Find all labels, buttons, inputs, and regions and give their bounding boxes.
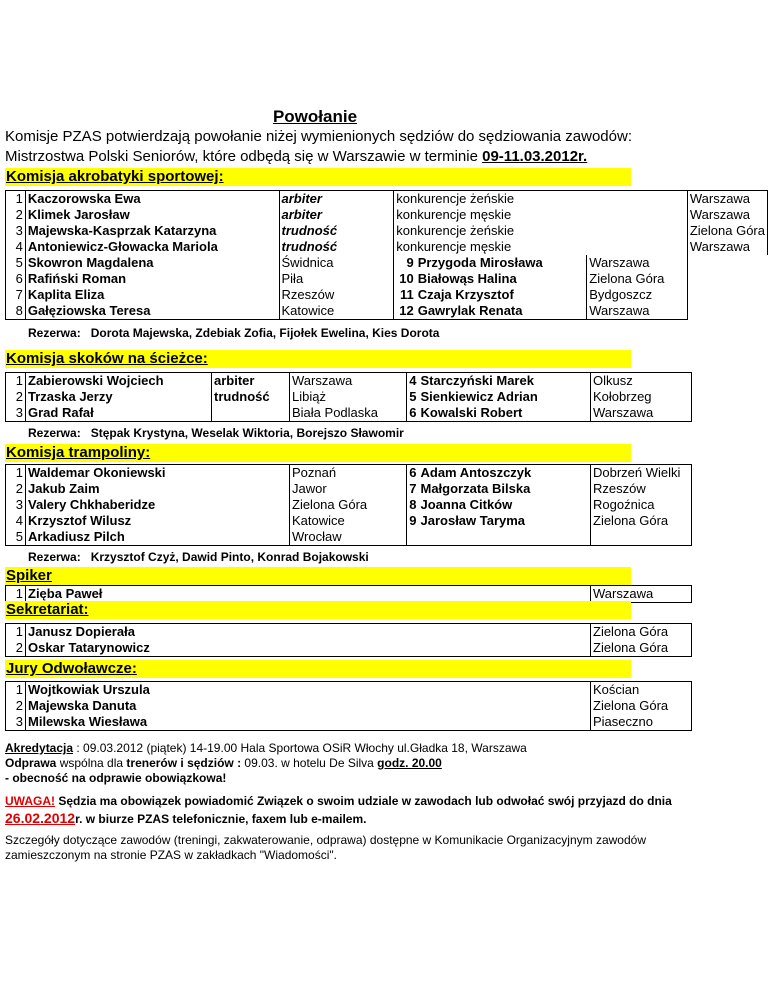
judge-city: Warszawa [290, 373, 407, 390]
person-name: Zięba Paweł [26, 586, 591, 603]
judge-city: Dobrzeń Wielki [591, 465, 692, 482]
judge-name: Kaczorowska Ewa [25, 191, 279, 208]
judge-city: Warszawa [687, 239, 767, 255]
table-row [6, 513, 692, 529]
row-number: 9 [407, 513, 419, 529]
trampoliny-table [5, 464, 692, 546]
judge-city: Zielona Góra [587, 271, 688, 287]
table-row [6, 405, 692, 422]
warning-text: Sędzia ma obowiązek powiadomić Związek o swoim udziale w zawodach lub odwołać swój przyjazd do dnia [55, 794, 672, 808]
row-number: 1 [6, 682, 26, 699]
judge-name: Antoniewicz-Głowacka Mariola [25, 239, 279, 255]
judge-city: Warszawa [587, 255, 688, 271]
section-jury-title: Jury Odwoławcze: [6, 660, 137, 677]
judge-role: arbiter [279, 191, 394, 208]
section-sekretariat-title: Sekretariat: [6, 601, 89, 618]
row-number: 1 [6, 191, 26, 208]
person-city: Piaseczno [591, 714, 692, 731]
intro-line-1: Komisje PZAS potwierdzają powołanie niżej wymienionych sędziów do sędziowania zawodów: [5, 128, 632, 145]
reserve-names: Dorota Majewska, Zdebiak Zofia, Fijołek Ewelina, Kies Dorota [90, 326, 440, 340]
judge-name: Trzaska Jerzy [26, 389, 212, 405]
judge-name: Skowron Magdalena [25, 255, 279, 271]
row-number: 4 [407, 373, 419, 390]
intro-text: Mistrzostwa Polski Seniorów, które odbędą się w Warszawie w terminie [5, 148, 483, 165]
section-spiker-header [5, 567, 631, 585]
section-skoki-title: Komisja skoków na ścieżce: [6, 350, 208, 367]
judge-name: Gawrylak Renata [416, 303, 587, 320]
judge-city: Libiąż [290, 389, 407, 405]
reserve-names: Krzysztof Czyż, Dawid Pinto, Konrad Bojakowski [90, 550, 369, 564]
person-city: Zielona Góra [591, 624, 692, 641]
person-city: Warszawa [591, 586, 692, 603]
row-number: 12 [394, 303, 416, 320]
row-number: 7 [6, 287, 26, 303]
judge-name: Gałęziowska Teresa [25, 303, 279, 320]
judge-name: Starczyński Marek [419, 373, 591, 390]
section-spiker-title: Spiker [6, 567, 52, 584]
row-number: 10 [394, 271, 416, 287]
details-line-1: Szczegóły dotyczące zawodów (treningi, zakwaterowanie, odprawa) dostępne w Komunikacie Organizacyjnym zawodów [5, 833, 646, 847]
table-row [6, 497, 692, 513]
judge-name: Grad Rafał [26, 405, 212, 422]
row-number: 6 [407, 405, 419, 422]
judge-role: arbiter [279, 207, 394, 223]
judge-city: Jawor [290, 481, 407, 497]
sekretariat-table [5, 623, 692, 657]
judge-name [419, 529, 591, 546]
table-row [6, 586, 692, 603]
accreditation-line [5, 741, 527, 755]
row-number: 2 [6, 389, 26, 405]
judge-name: Jarosław Taryma [419, 513, 591, 529]
row-number: 2 [6, 481, 26, 497]
row-number: 6 [6, 271, 26, 287]
section-jury-header [5, 660, 631, 678]
table-row [6, 640, 692, 657]
judge-name: Sienkiewicz Adrian [419, 389, 591, 405]
judge-city: Katowice [279, 303, 394, 320]
row-number: 2 [6, 698, 26, 714]
intro-line-2 [5, 148, 587, 165]
row-number: 1 [6, 624, 26, 641]
judge-city: Warszawa [591, 405, 692, 422]
row-number: 1 [6, 373, 26, 390]
briefing-time: godz. 20.00 [377, 756, 442, 770]
reserve-label: Rezerwa: [28, 326, 81, 340]
judge-name: Adam Antoszczyk [419, 465, 591, 482]
judge-name: Zabierowski Wojciech [26, 373, 212, 390]
judge-city: Warszawa [687, 207, 767, 223]
judge-role: trudność [279, 223, 394, 239]
row-number: 3 [6, 497, 26, 513]
judge-name: Klimek Jarosław [25, 207, 279, 223]
warning-label: UWAGA! [5, 794, 55, 808]
briefing-label: Odprawa [5, 756, 57, 770]
judge-city: Świdnica [279, 255, 394, 271]
jury-table [5, 681, 692, 731]
table-row [6, 223, 768, 239]
section-akrobatyka-header [5, 168, 631, 186]
table-row [6, 255, 768, 271]
table-row [6, 529, 692, 546]
person-name: Oskar Tatarynowicz [26, 640, 591, 657]
warning-line [5, 794, 672, 808]
judge-name: Joanna Citków [419, 497, 591, 513]
accreditation-text: : 09.03.2012 (piątek) 14-19.00 Hala Sportowa OSiR Włochy ul.Gładka 18, Warszawa [73, 741, 527, 755]
briefing-line [5, 756, 442, 770]
row-number: 4 [6, 239, 26, 255]
judge-city: Olkusz [591, 373, 692, 390]
section-trampoliny-header [5, 444, 631, 462]
briefing-place: 09.03. w hotelu De Silva [241, 756, 378, 770]
judge-name: Białowąs Halina [416, 271, 587, 287]
judge-city: Zielona Góra [687, 223, 767, 239]
skoki-table [5, 372, 692, 422]
table-row [6, 303, 768, 320]
table-row [6, 624, 692, 641]
table-row [6, 191, 768, 208]
page-title: Powołanie [272, 107, 358, 126]
akrobatyka-table [5, 190, 768, 320]
row-number: 3 [6, 223, 26, 239]
row-number: 9 [394, 255, 416, 271]
skoki-reserve [28, 426, 404, 440]
judge-name: Valery Chkhaberidze [26, 497, 290, 513]
judge-city: Warszawa [587, 303, 688, 320]
row-number: 2 [6, 207, 26, 223]
section-sekretariat-header [5, 601, 631, 619]
person-city: Zielona Góra [591, 698, 692, 714]
warning-text-2: r. w biurze PZAS telefonicznie, faxem lub e-mailem. [75, 812, 367, 826]
row-number: 7 [407, 481, 419, 497]
table-row [6, 481, 692, 497]
judge-name: Krzysztof Wilusz [26, 513, 290, 529]
judge-role: arbiter [212, 373, 290, 390]
event-date: 09-11.03.2012r. [482, 148, 588, 165]
row-number: 5 [407, 389, 419, 405]
judge-name: Arkadiusz Pilch [26, 529, 290, 546]
judge-name: Rafiński Roman [25, 271, 279, 287]
judge-discipline: konkurencje męskie [394, 239, 688, 255]
details-line-2: zamieszczonym na stronie PZAS w zakładkach "Wiadomości". [5, 848, 337, 862]
reserve-label: Rezerwa: [28, 550, 81, 564]
briefing-audience: trenerów i sędziów : [126, 756, 242, 770]
judge-role: trudność [212, 389, 290, 405]
reserve-label: Rezerwa: [28, 426, 81, 440]
judge-city: Rzeszów [279, 287, 394, 303]
judge-city: Katowice [290, 513, 407, 529]
judge-name: Kaplita Eliza [25, 287, 279, 303]
judge-city: Rzeszów [591, 481, 692, 497]
judge-city: Bydgoszcz [587, 287, 688, 303]
judge-city: Kołobrzeg [591, 389, 692, 405]
row-number: 8 [6, 303, 26, 320]
akrobatyka-reserve [28, 326, 439, 340]
table-row [6, 239, 768, 255]
table-row [6, 682, 692, 699]
warning-date: 26.02.2012 [5, 810, 76, 826]
section-skoki-header [5, 350, 631, 368]
person-name: Milewska Wiesława [26, 714, 591, 731]
row-number: 4 [6, 513, 26, 529]
section-akrobatyka-title: Komisja akrobatyki sportowej: [6, 168, 224, 185]
judge-name: Jakub Zaim [26, 481, 290, 497]
judge-name: Małgorzata Bilska [419, 481, 591, 497]
judge-role: trudność [279, 239, 394, 255]
judge-discipline: konkurencje żeńskie [394, 223, 688, 239]
row-number: 2 [6, 640, 26, 657]
warning-line-2 [5, 810, 367, 826]
person-city: Zielona Góra [591, 640, 692, 657]
accreditation-label: Akredytacja [5, 741, 74, 755]
judge-name: Kowalski Robert [419, 405, 591, 422]
judge-name: Majewska-Kasprzak Katarzyna [25, 223, 279, 239]
table-row [6, 465, 692, 482]
table-row [6, 207, 768, 223]
table-row [6, 389, 692, 405]
judge-name: Przygoda Mirosława [416, 255, 587, 271]
row-number: 3 [6, 714, 26, 731]
person-name: Wojtkowiak Urszula [26, 682, 591, 699]
table-row [6, 714, 692, 731]
judge-city: Biała Podlaska [290, 405, 407, 422]
reserve-names: Stępak Krystyna, Weselak Wiktoria, Borejszo Sławomir [90, 426, 404, 440]
judge-name: Czaja Krzysztof [416, 287, 587, 303]
judge-discipline: konkurencje żeńskie [394, 191, 688, 208]
attendance-note: - obecność na odprawie obowiązkowa! [5, 771, 227, 785]
judge-city: Piła [279, 271, 394, 287]
judge-city: Poznań [290, 465, 407, 482]
section-trampoliny-title: Komisja trampoliny: [6, 444, 151, 461]
judge-city [591, 529, 692, 546]
judge-city: Zielona Góra [591, 513, 692, 529]
person-name: Majewska Danuta [26, 698, 591, 714]
person-name: Janusz Dopierała [26, 624, 591, 641]
row-number: 8 [407, 497, 419, 513]
table-row [6, 373, 692, 390]
row-number: 11 [394, 287, 416, 303]
row-number: 1 [6, 586, 26, 603]
row-number [407, 529, 419, 546]
row-number: 5 [6, 255, 26, 271]
trampoliny-reserve [28, 550, 369, 564]
judge-city: Rogoźnica [591, 497, 692, 513]
judge-city: Zielona Góra [290, 497, 407, 513]
judge-city: Warszawa [687, 191, 767, 208]
judge-city: Wrocław [290, 529, 407, 546]
row-number: 3 [6, 405, 26, 422]
person-city: Kościan [591, 682, 692, 699]
judge-role [212, 405, 290, 422]
row-number: 5 [6, 529, 26, 546]
row-number: 1 [6, 465, 26, 482]
table-row [6, 287, 768, 303]
table-row [6, 271, 768, 287]
judge-name: Waldemar Okoniewski [26, 465, 290, 482]
row-number: 6 [407, 465, 419, 482]
briefing-text: wspólna dla [56, 756, 127, 770]
judge-discipline: konkurencje męskie [394, 207, 688, 223]
table-row [6, 698, 692, 714]
